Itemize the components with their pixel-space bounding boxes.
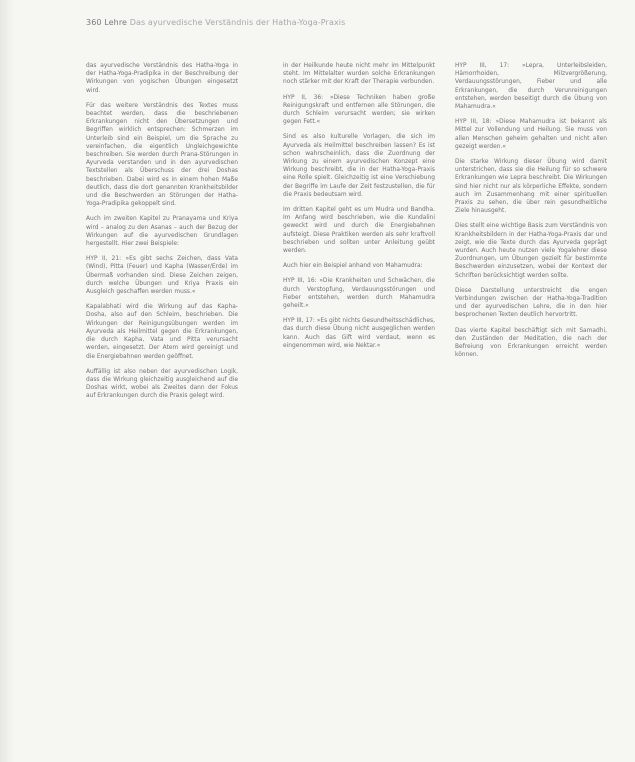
paragraph: das ayurvedische Verständnis des Hatha-Yoga in der Hatha-Yoga-Pradipika in der Beschreibung der Wirkungen von yogischen Übungen eingesetzt wird.	[86, 63, 238, 94]
quote-paragraph: HYP II, 36: »Diese Techniken haben große Reinigungskraft und entfernen alle Störungen, die durch Schleim verursacht werden; sie wirken gegen Fett.«	[283, 94, 435, 126]
quote-paragraph: HYP III, 18: »Diese Mahamudra ist bekannt als Mittel zur Vollendung und Heilung. Sie muss von allen Menschen geheim gehalten und nicht allen gezeigt werden.«	[455, 119, 607, 150]
paragraph: Das vierte Kapitel beschäftigt sich mit Samadhi, den Zuständen der Meditation, die nach der Befreiung von Erkrankungen erreicht werden können.	[455, 327, 607, 359]
paragraph: Für das weitere Verständnis des Textes muss beachtet werden, dass die beschriebenen Erkrankungen nicht den Übersetzungen und Begriffen wirklich entsprechen: Schmerzen im Unterleib sind ein Beispiel, um die Sprache zu vereinfachen, die eigentlich Ungleichgewichte beschreiben. Sie werden durch Prana-Störungen in Ayurveda verstanden und in den ayurvedischen Textstellen als Überschuss der drei Doshas beschrieben. Dabei wird es in einem hohen Maße deutlich, dass die dort genannten Krankheitsbilder und die Beschwerden an Störungen der Hatha-Yoga-Pradipika gekoppelt sind.	[86, 102, 238, 208]
paragraph: Auch hier ein Beispiel anhand von Mahamudra:	[283, 263, 423, 270]
binding-shadow	[0, 0, 14, 762]
quote-paragraph: HYP III, 16: »Die Krankheiten und Schwächen, die durch Verstopfung, Verdauungsstörungen und Fieber entstehen, werden durch Mahamudra geheilt.«	[283, 278, 435, 310]
running-head	[86, 18, 345, 27]
quote-paragraph: HYP III, 17: »Es gibt nichts Gesundheitsschädliches, das durch diese Übung nicht ausgeglichen werden kann. Auch das Gift wird verdaut, wenn es eingenommen wird, wie Nektar.«	[283, 318, 435, 349]
paragraph: in der Heilkunde heute nicht mehr im Mittelpunkt steht. Im Mittelalter wurden solche Erkrankungen noch stärker mit der Kraft der Therapie verbunden.	[283, 63, 435, 86]
paragraph: Dies stellt eine wichtige Basis zum Verständnis von Krankheitsbildern in der Hatha-Yoga-Praxis dar und zeigt, wie die Texte durch das Ayurveda geprägt wurden. Auch heute nutzen viele Yogalehrer diese Zuordnungen, um Übungen gezielt für bestimmte Beschwerden einzusetzen, wobei der Kontext der Schriften berücksichtigt werden sollte.	[455, 223, 607, 279]
page-number: 360	[86, 18, 102, 27]
text-column-2	[283, 62, 435, 357]
paragraph: Die starke Wirkung dieser Übung wird damit unterstrichen, dass sie die Heilung für so schwere Erkrankungen wie Lepra beschreibt. Die Wirkungen sind hier nicht nur als körperliche Effekte, sondern auch im Zusammenhang mit einer spirituellen Praxis zu sehen, die über rein gesundheitliche Ziele hinausgeht.	[455, 159, 607, 215]
text-column-1	[86, 62, 238, 408]
paragraph: Sind es also kulturelle Vorlagen, die sich im Ayurveda als Heilmittel beschreiben lassen? Es ist schon wahrscheinlich, dass die Zuordnung der Wirkung zu einem ayurvedischen Konzept eine Wirkung beschreibt, die in der Hatha-Yoga-Praxis eine Rolle spielt. Gleichzeitig ist eine Verschiebung der Begriffe im Laufe der Zeit festzustellen, die für die Praxis bedeutsam wird.	[283, 134, 435, 198]
paragraph: Diese Darstellung unterstreicht die engen Verbindungen zwischen der Hatha-Yoga-Tradition und der ayurvedischen Lehre, die in den hier besprochenen Texten deutlich hervortritt.	[455, 287, 607, 319]
quote-paragraph: HYP II, 21: »Es gibt sechs Zeichen, dass Vata (Wind), Pitta (Feuer) und Kapha (Wasser/Erde) im Übermaß vorhanden sind. Diese Zeichen zeigen, durch welche Übungen und Kriya Praxis ein Ausgleich geschaffen werden muss.«	[86, 256, 238, 296]
text-column-3	[455, 62, 607, 367]
paragraph: Auch im zweiten Kapitel zu Pranayama und Kriya wird – analog zu den Asanas – auch der Bezug der Wirkungen auf die ayurvedischen Grundlagen hergestellt. Hier zwei Beispiele:	[86, 216, 238, 248]
paragraph: Im dritten Kapitel geht es um Mudra und Bandha. Im Anfang wird beschrieben, wie die Kundalini geweckt wird und durch die Energiebahnen aufsteigt. Diese Praktiken werden als sehr kraftvoll beschrieben und sollten unter Anleitung geübt werden.	[283, 207, 435, 255]
quote-paragraph: HYP III, 17: »Lepra, Unterleibsleiden, Hämorrhoiden, Milzvergrößerung, Verdauungsstörungen, Fieber und alle Erkrankungen, die durch Verunreinigungen entstehen, werden beseitigt durch die Übung von Mahamudra.«	[455, 63, 607, 111]
paragraph: Auffällig ist also neben der ayurvedischen Logik, dass die Wirkung gleichzeitig ausgleichend auf die Doshas wirkt, wobei als Zweites dann der Fokus auf Erkrankungen durch die Praxis gelegt wird.	[86, 368, 238, 400]
section-label: Lehre	[104, 18, 128, 27]
paragraph: Kapalabhati wird die Wirkung auf das Kapha-Dosha, also auf den Schleim, beschrieben. Die Wirkungen der Reinigungsübungen werden im Ayurveda als Heilmittel gegen die Erkrankungen, die durch Kapha, Vata und Pitta verursacht werden, eingesetzt. Der Atem wird gereinigt und die Energiebahnen werden geöffnet.	[86, 304, 238, 360]
chapter-title: Das ayurvedische Verständnis der Hatha-Yoga-Praxis	[129, 18, 346, 27]
